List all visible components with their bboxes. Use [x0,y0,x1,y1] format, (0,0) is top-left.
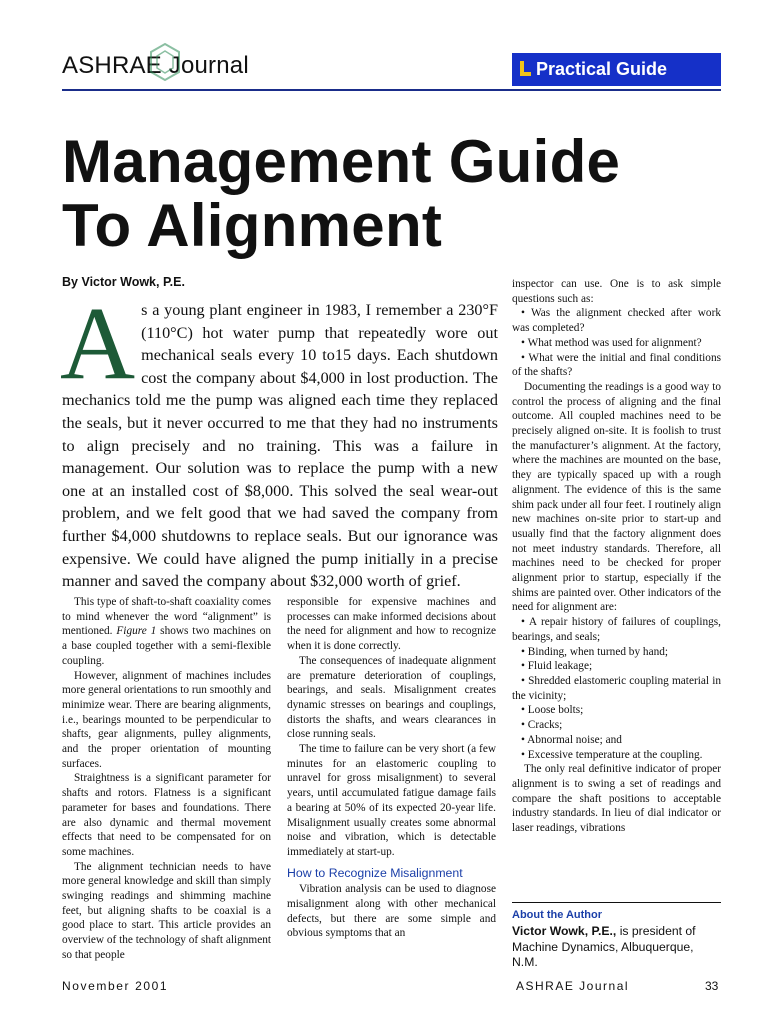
footer-journal: ASHRAE Journal [516,979,630,993]
paragraph: The time to failure can be very short (a few minutes for an elastomeric coupling to unravel for gross misalignment) to several years, until accumulated fatigue damage fails a bearing at 50% of its expected 20-year life. Misalignment usually creates some abnormal noise and vibration, which is detectable immediately at start-up. [287,743,496,858]
title-line-2: To Alignment [62,192,443,259]
intro-text: s a young plant engineer in 1983, I remember a 230°F (110°C) hot water pump that repeatedly wore out mechanical seals every 10 to15 days. Each shutdown cost the company about $4,000 in lost production. The mechanics told me the pump was aligned each time they replaced the seals, but it never occurred to me that they had no instruments to align precisely and no training. This was a failure in management. Our solution was to replace the pump with a new one at an installed cost of $8,000. This solved the seal wear-out problem, and we felt good that we had saved the company from further $4,000 shutdowns to replace seals. But our ignorance was expensive. We could have aligned the pump initially in a precise manner and saved the company about $32,000 worth of grief. [62,301,498,591]
paragraph: However, alignment of machines includes more general orientations to run smoothly and minimize wear. There are bearing alignments, i.e., bearings mounted to be perpendicular to shafts, gear alignments, pulley alignments, and the proper orientation of mounting surfaces. [62,669,271,770]
author-bio-text: is president of Machine Dynamics, Albuquerque, N.M. [512,924,696,969]
body-column-1 [62,595,271,963]
title-line-1: Management Guide [62,128,621,195]
header-rule [62,89,721,91]
paragraph: responsible for expensive machines and processes can make informed decisions about the need for alignment and how to recognize when it is done correctly. [287,596,496,653]
list-item: • Was the alignment checked after work was completed? [512,307,721,335]
list-item: • Fluid leakage; [521,660,593,673]
list-item: • Binding, when turned by hand; [521,645,669,658]
list-item: • Loose bolts; [521,704,584,717]
paragraph: Documenting the readings is a good way to control the process of aligning and the final outcome. All coupled machines need to be precisely aligned on-site. It is foolish to trust the manufacturer’s alignment. At the factory, where the machines are mounted on the base, they are typically spaced up with a rough alignment. The evidence of this is the same shim pack under all four feet. I routinely align new machines on-site prior to start-up and usually find that the factory alignment does not meet industry standards. Therefore, all machines need to be checked for proper alignment prior to startup, especially if the shims are painted over. Other indicators of the need for alignment are: [512,380,721,614]
section-subheading: How to Recognize Misalignment [287,865,463,880]
list-item: • What method was used for alignment? [521,336,702,349]
article-title [62,130,620,258]
section-badge-label: Practical Guide [536,59,668,79]
drop-cap: A [60,286,136,401]
byline: By Victor Wowk, P.E. [62,275,185,289]
paragraph: Straightness is a significant parameter for shafts and rotors. Flatness is a significant parameter for bases and foundations. There are also dynamic and thermal movement effects that need to be compensated for on some machines. [62,772,271,858]
list-item: • Cracks; [521,719,563,732]
author-name: Victor Wowk, P.E., [512,924,617,938]
list-item: • Abnormal noise; and [521,733,622,746]
badge-corner-icon [519,60,532,77]
footer-date: November 2001 [62,979,169,993]
paragraph: inspector can use. One is to ask simple questions such as: [512,278,721,305]
body-column-2 [287,595,496,941]
paragraph [62,595,271,669]
paragraph: Vibration analysis can be used to diagnose misalignment along with other mechanical defects, but there are some simple and obvious symptoms that an [287,883,496,940]
paragraph-text: shows two machines on a base coupled together with a semi-flexible coupling. [62,625,271,667]
paragraph: The consequences of inadequate alignment are premature deterioration of couplings, bearings, and seals. Misalignment creates dynamic stresses on bearings and couplings, distorts the shafts, and wears clearances in close running seals. [287,654,496,741]
ashrae-emblem-icon [148,42,182,86]
body-column-3 [512,277,721,836]
intro-paragraph [60,286,498,593]
author-bio [512,924,722,971]
journal-logo: ASHRAE Journal [62,52,249,79]
list-item: • Excessive temperature at the coupling. [521,748,703,761]
paragraph: The only real definitive indicator of proper alignment is to swing a set of readings and compare the shaft positions to acceptable industry standards. In lieu of dial indicator or laser readings, vibrations [512,763,721,835]
paragraph-text: This type of shaft-to-shaft coaxiality comes to mind whenever the word “alignment” is mentioned. [62,596,271,638]
paragraph: The alignment technician needs to have more general knowledge and skill than simply swinging readings and shimming machine feet, but aligning shafts to be coaxial is a good place to start. This article provides an overview of the technology of shaft alignment so that people [62,860,271,961]
figure-reference: Figure 1 [116,625,157,638]
author-divider [512,902,721,903]
list-item: • A repair history of failures of couplings, bearings, and seals; [512,616,721,643]
list-item: • What were the initial and final conditions of the shafts? [512,351,721,379]
list-item: • Shredded elastomeric coupling material in the vicinity; [512,674,721,702]
section-badge [512,53,721,86]
page-number: 33 [705,979,719,993]
about-author-heading: About the Author [512,909,603,921]
